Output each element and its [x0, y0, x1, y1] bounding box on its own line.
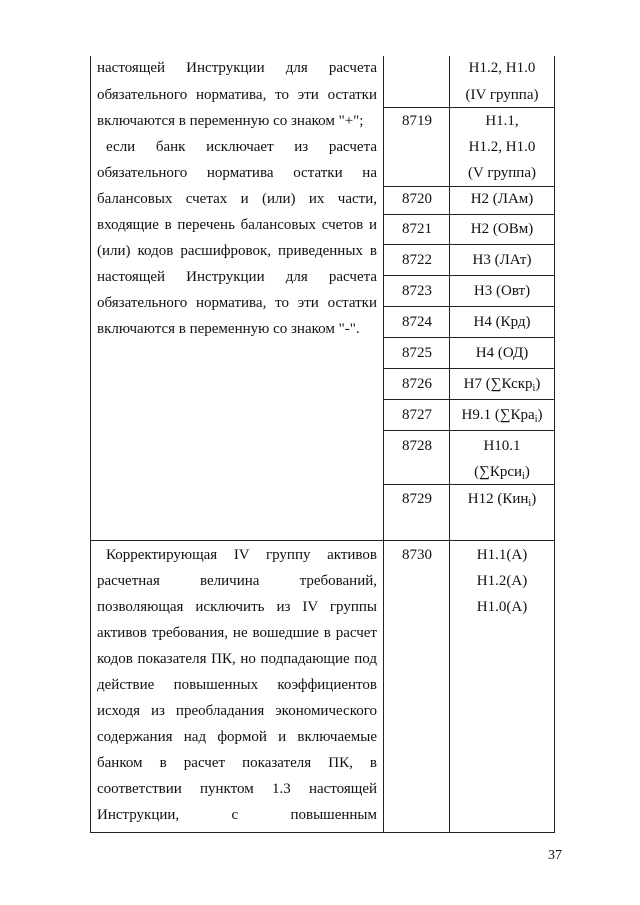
norm-text: Н9.1 (∑Кра	[461, 407, 535, 423]
page-number: 37	[548, 848, 562, 863]
norm-cell: (V группа)	[468, 165, 536, 181]
table-border-right	[554, 56, 555, 833]
row-divider	[383, 337, 555, 338]
row-divider	[383, 399, 555, 400]
table-border-desc-right	[383, 56, 384, 833]
norm-subscript: i	[528, 498, 532, 509]
norm-subscript: i	[522, 471, 525, 482]
norm-text: )	[535, 376, 541, 392]
norm-cell	[450, 459, 554, 485]
norm-cell: Н1.2, Н1.0	[468, 139, 536, 155]
norm-cell	[450, 486, 554, 512]
code-cell: 8728	[402, 438, 432, 454]
code-cell: 8726	[402, 376, 432, 392]
section2-line: позволяющая исключить из IV группы	[97, 599, 377, 615]
row-divider	[383, 275, 555, 276]
norm-cell: (IV группа)	[465, 87, 539, 103]
section2-line: кодов показателя ПК, но подпадающие под	[97, 651, 377, 667]
section1-line: включаются в переменную со знаком "+";	[97, 113, 364, 129]
section2-line: Инструкции, с повышенным	[97, 807, 377, 823]
norm-cell: Н3 (Овт)	[473, 283, 531, 299]
section2-line: исходя из преобладания экономического	[97, 703, 377, 719]
norm-cell: Н4 (ОД)	[475, 345, 529, 361]
code-cell: 8725	[402, 345, 432, 361]
norm-cell	[450, 371, 554, 397]
section1-line: если банк исключает из расчета	[106, 139, 377, 155]
section1-line: обязательного норматива остатки на	[97, 165, 377, 181]
norm-text: (∑Крси	[474, 464, 523, 480]
code-cell: 8729	[402, 491, 432, 507]
norm-cell	[450, 402, 554, 428]
norm-cell: Н2 (ЛАм)	[470, 191, 534, 207]
norm-subscript: i	[532, 383, 536, 394]
norm-cell: Н2 (ОВм)	[470, 221, 534, 237]
section1-line: балансовых счетах и (или) их части,	[97, 191, 377, 207]
row-divider	[383, 306, 555, 307]
norm-cell: Н4 (Крд)	[473, 314, 531, 330]
section2-line: банком в расчет показателя ПК, в	[97, 755, 377, 771]
code-cell: 8723	[402, 283, 432, 299]
section2-line: активов требования, не вошедшие в расчет	[97, 625, 377, 641]
norm-text: )	[531, 491, 537, 507]
section1-line: включаются в переменную со знаком "-".	[97, 321, 360, 337]
norm-text: )	[524, 464, 530, 480]
section2-line: действие повышенных коэффициентов	[97, 677, 377, 693]
norm-cell: Н1.1(А)	[476, 547, 528, 563]
table-border-left	[90, 56, 91, 833]
norm-subscript: i	[534, 414, 538, 425]
code-cell: 8722	[402, 252, 432, 268]
norm-text: Н12 (Кин	[467, 491, 529, 507]
section1-line: настоящей Инструкции для расчета	[97, 269, 377, 285]
norm-cell: Н1.1,	[485, 113, 519, 129]
section-divider	[90, 540, 555, 541]
row-divider	[383, 244, 555, 245]
row-divider	[383, 430, 555, 431]
row-divider	[383, 214, 555, 215]
section1-line: обязательного норматива, то эти остатки	[97, 295, 377, 311]
norm-cell: Н1.2, Н1.0	[468, 60, 536, 76]
code-cell: 8727	[402, 407, 432, 423]
section1-line: входящие в перечень балансовых счетов и	[97, 217, 377, 233]
section2-line: содержания над формой и включаемые	[97, 729, 377, 745]
norm-text: )	[537, 407, 543, 423]
row-divider	[383, 368, 555, 369]
norm-cell: Н1.0(А)	[476, 599, 528, 615]
norm-cell: Н1.2(А)	[476, 573, 528, 589]
section1-line: (или) кодов расшифровок, приведенных в	[97, 243, 377, 259]
code-cell: 8719	[402, 113, 432, 129]
section2-line: Корректирующая IV группу активов	[106, 547, 377, 563]
code-cell: 8721	[402, 221, 432, 237]
norm-cell: Н3 (ЛАт)	[472, 252, 532, 268]
section2-line: соответствии пунктом 1.3 настоящей	[97, 781, 377, 797]
section2-line: расчетная величина требований,	[97, 573, 377, 589]
norm-cell: Н10.1	[483, 438, 521, 454]
section1-line: обязательного норматива, то эти остатки	[97, 87, 377, 103]
code-cell: 8720	[402, 191, 432, 207]
code-cell: 8730	[402, 547, 432, 563]
norm-text: Н7 (∑Кскр	[463, 376, 533, 392]
table-border-bottom	[90, 832, 555, 833]
section1-line: настоящей Инструкции для расчета	[97, 60, 377, 76]
code-cell: 8724	[402, 314, 432, 330]
